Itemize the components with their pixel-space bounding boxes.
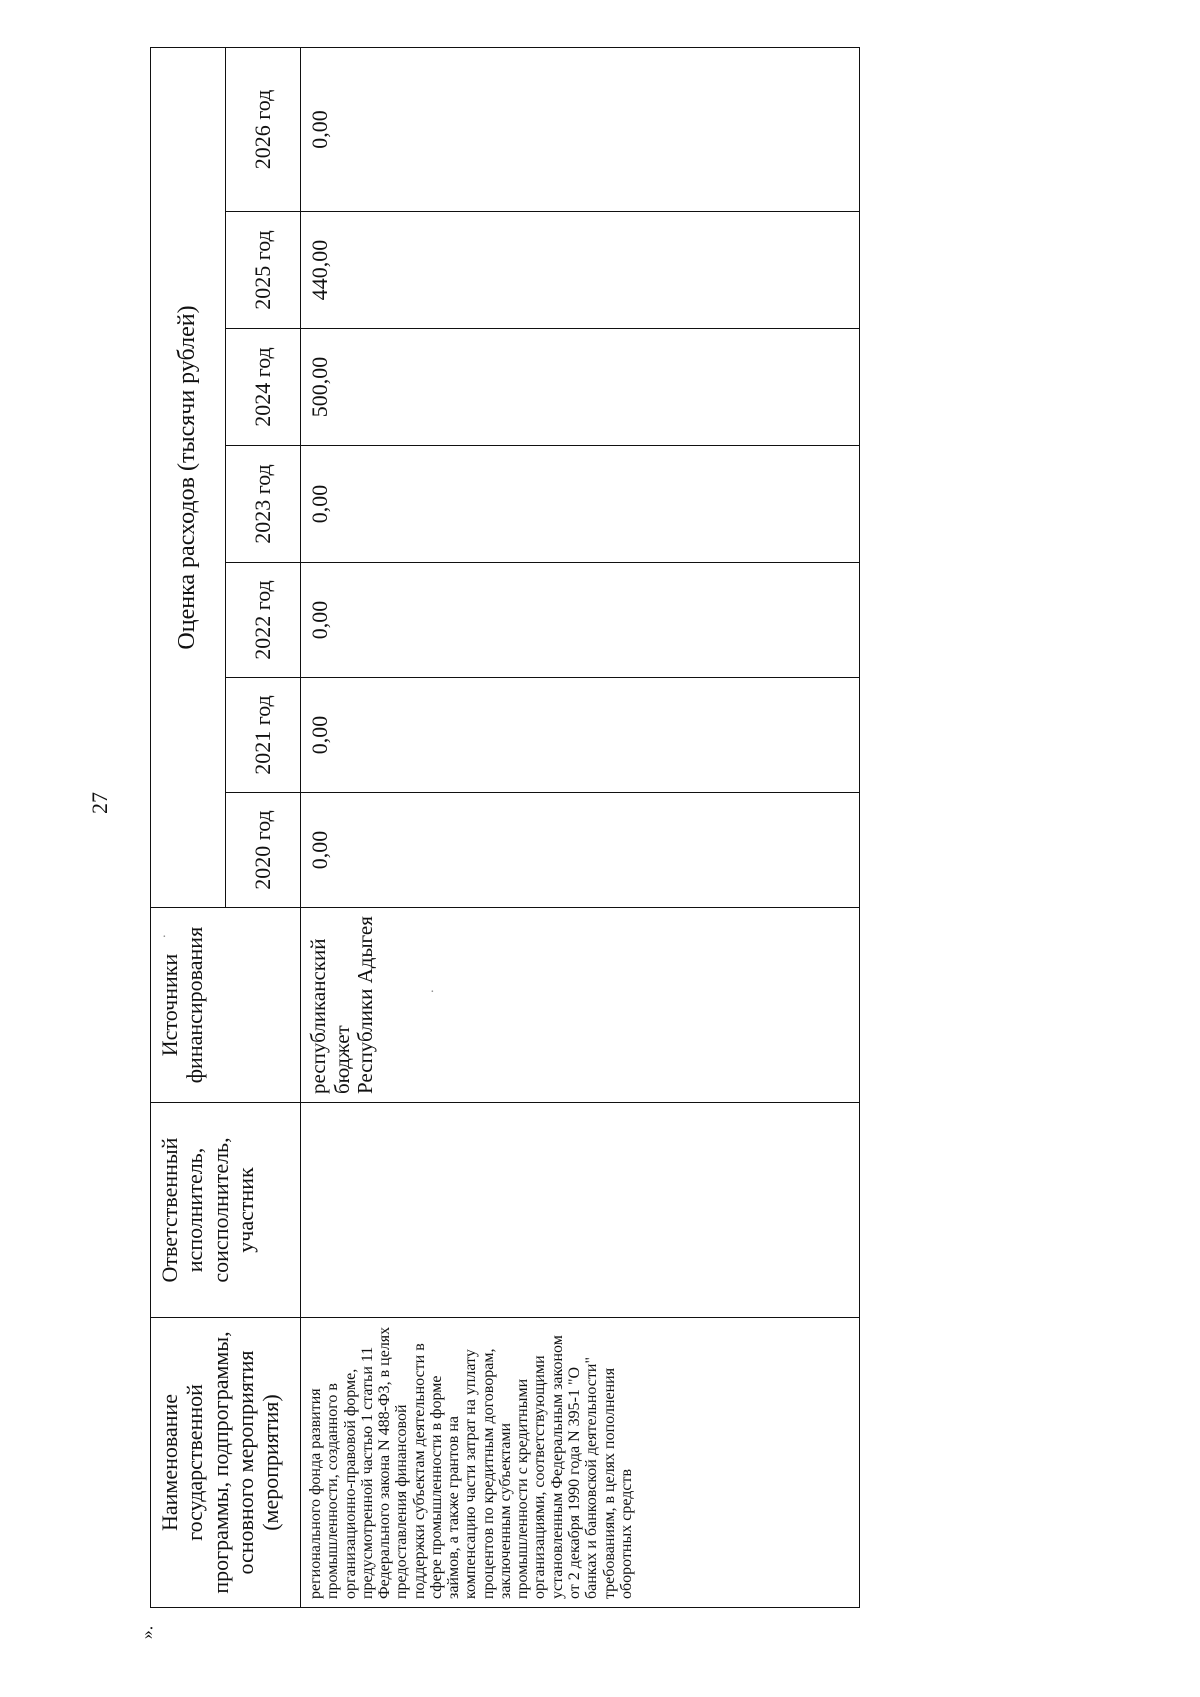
header-cost-group: Оценка расходов (тысячи рублей) bbox=[151, 47, 226, 907]
value-2023: 0,00 bbox=[301, 446, 860, 563]
expense-table-rotated bbox=[150, 48, 860, 1608]
scan-speck: · bbox=[430, 985, 435, 1000]
header-year-2023: 2023 год bbox=[226, 446, 301, 563]
header-year-2021: 2021 год bbox=[226, 678, 301, 793]
header-year-2024: 2024 год bbox=[226, 329, 301, 446]
rotated-table-container bbox=[150, 48, 860, 1608]
value-2021: 0,00 bbox=[301, 678, 860, 793]
page-number: 27 bbox=[87, 792, 112, 814]
value-2026: 0,00 bbox=[301, 47, 860, 211]
header-year-2026: 2026 год bbox=[226, 47, 301, 211]
value-2022: 0,00 bbox=[301, 563, 860, 678]
value-2024: 500,00 bbox=[301, 329, 860, 446]
expense-table bbox=[150, 47, 860, 1608]
header-name: Наименование государственной программы, подпрограммы, основного мероприятия (мероприятия) bbox=[151, 1318, 301, 1608]
value-2020: 0,00 bbox=[301, 793, 860, 908]
header-executor: Ответственный исполнитель, соисполнитель, участник bbox=[151, 1103, 301, 1318]
header-sources: Источники финансирования bbox=[151, 908, 301, 1103]
header-year-2025: 2025 год bbox=[226, 212, 301, 329]
value-2025: 440,00 bbox=[301, 212, 860, 329]
scan-speck: · bbox=[162, 930, 167, 945]
header-year-2022: 2022 год bbox=[226, 563, 301, 678]
row-source-cell: республиканский бюджет Республики Адыгея bbox=[301, 908, 860, 1103]
table-row bbox=[301, 47, 860, 1607]
row-executor-cell bbox=[301, 1103, 860, 1318]
row-name-cell: регионального фонда развития промышленности, созданного в организационно-правовой форме, предусмотренной частью 1 статьи 11 Федерального закона N 488-ФЗ, в целях предоставления финансовой поддержки субъектам деятельности в сфере промышленности в форме займов, а также грантов на компенсацию части затрат на уплату процентов по кредитным договорам, заключенным субъектами промышленности с кредитными организациями, соответствующими установленным Федеральным законом от 2 декабря 1990 года N 395-1 "О банках и банковской деятельности" требованиям, в целях пополнения оборотных средств bbox=[301, 1318, 860, 1608]
closing-quote-mark: ». bbox=[136, 1625, 157, 1640]
header-year-2020: 2020 год bbox=[226, 793, 301, 908]
